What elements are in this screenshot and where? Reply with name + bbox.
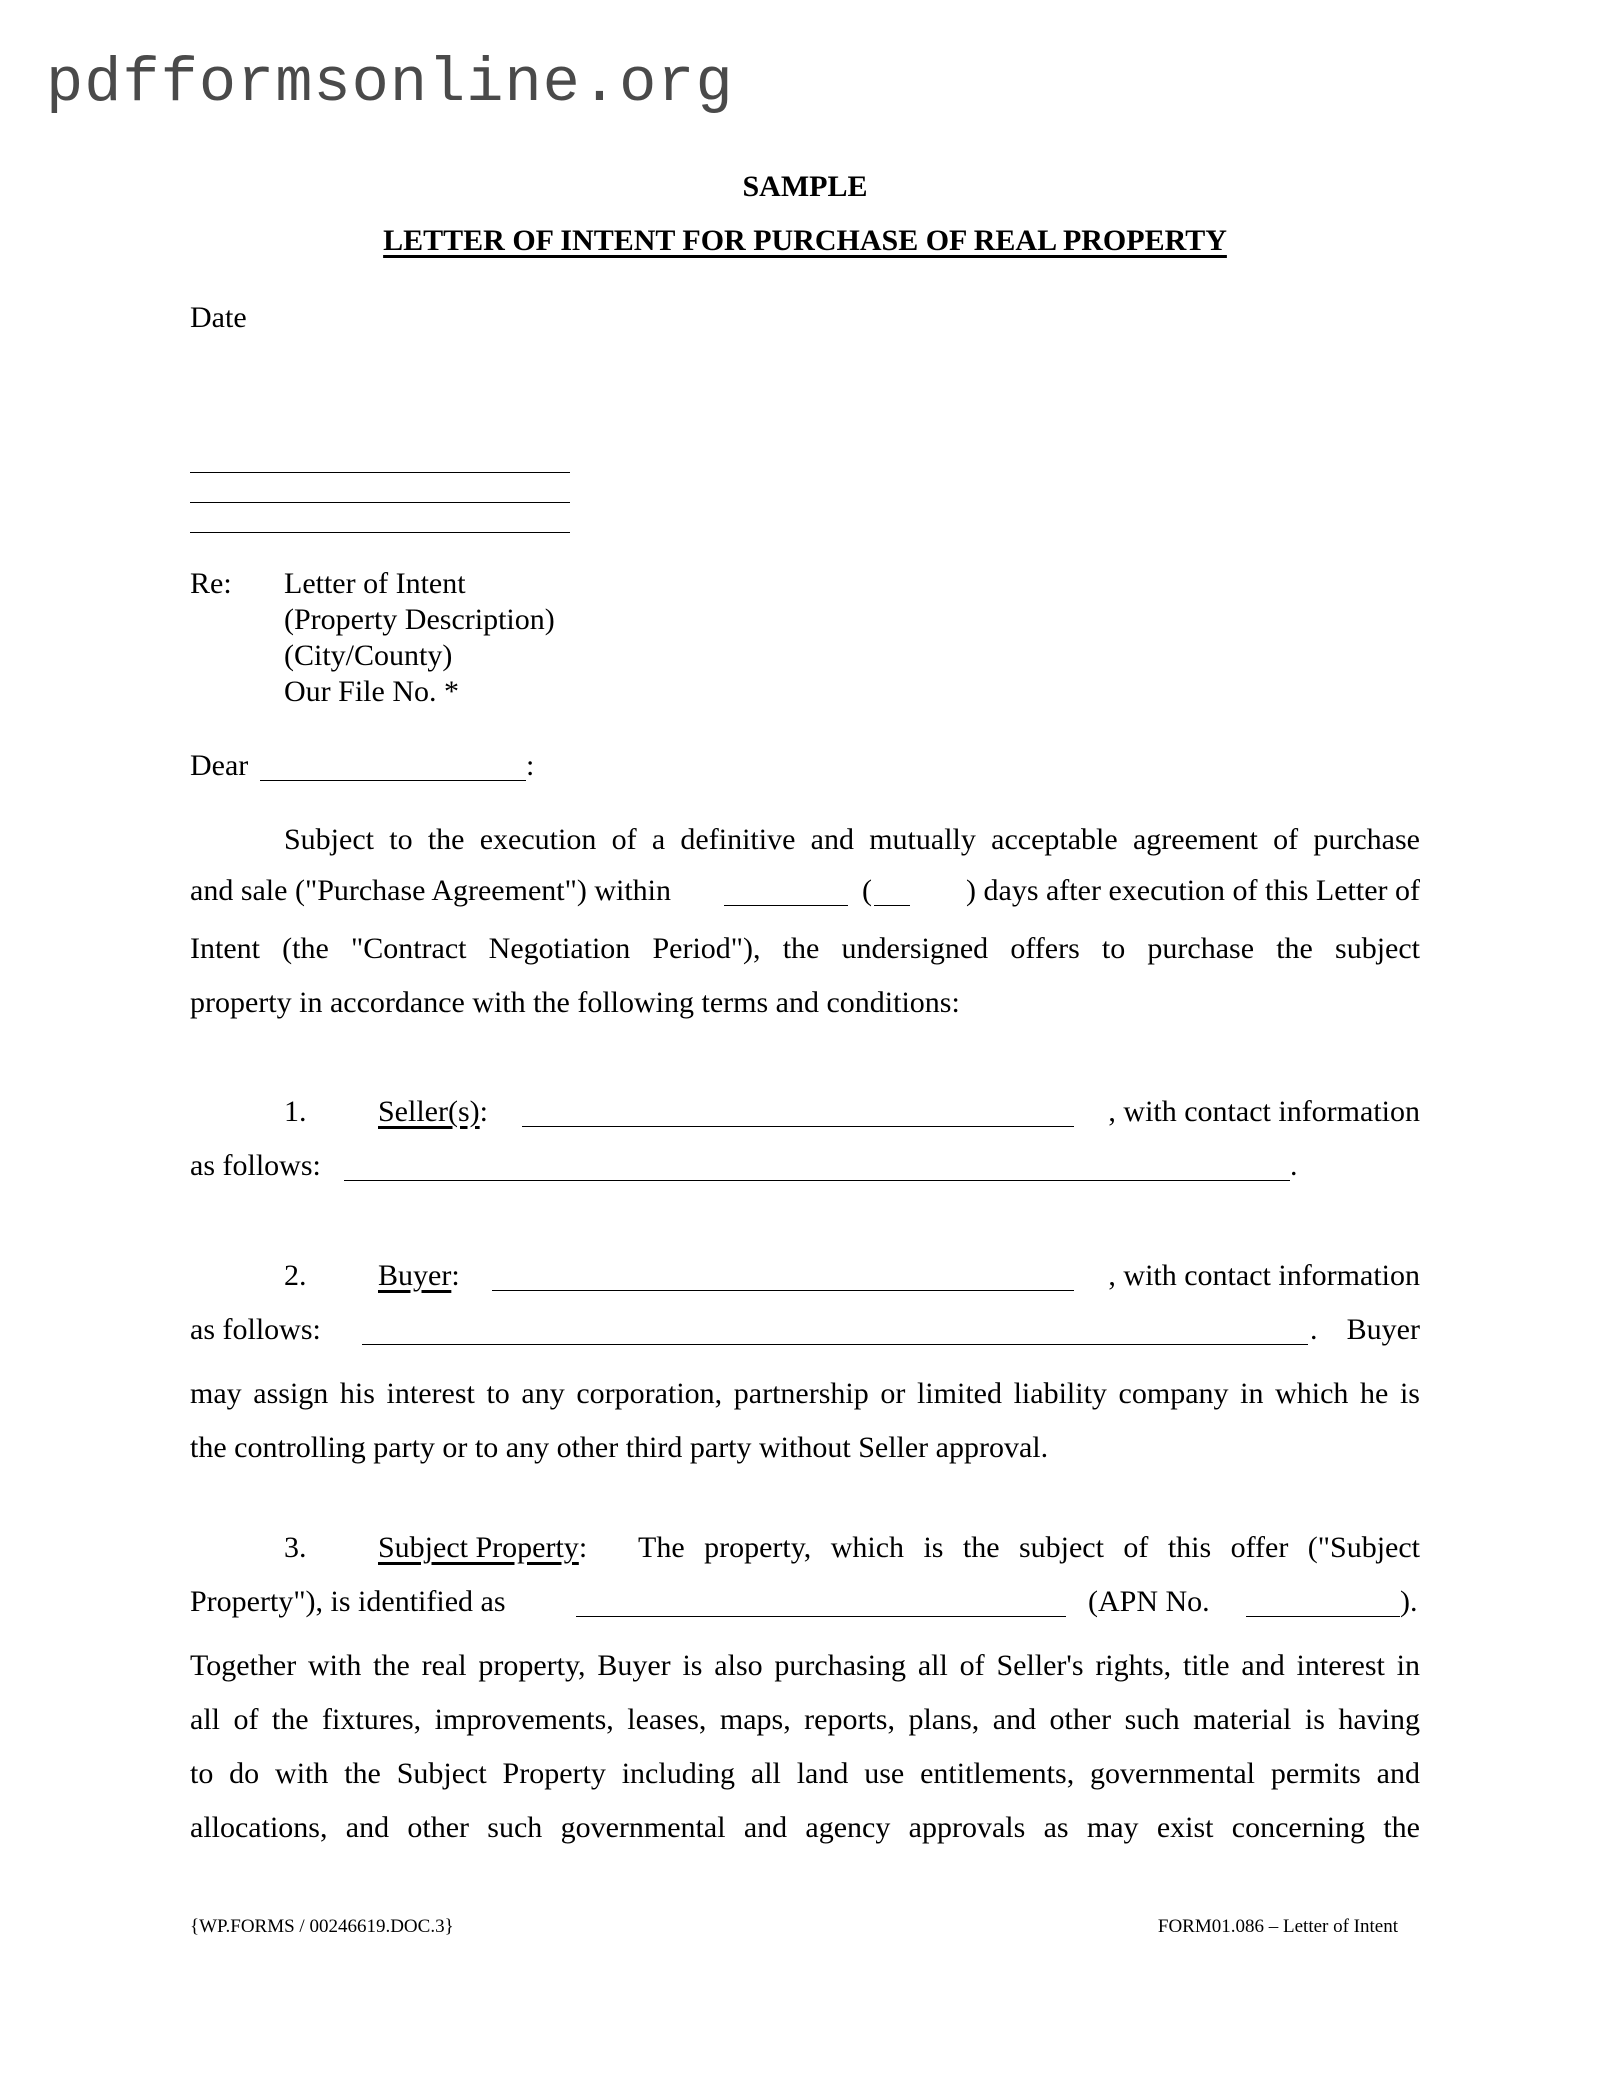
- item3-number: 3.: [284, 1531, 307, 1564]
- item1-number: 1.: [284, 1095, 307, 1128]
- watermark: pdfformsonline.org: [46, 48, 734, 119]
- item3-label-wrap: [378, 1530, 587, 1566]
- property-identity-blank: [576, 1616, 1066, 1617]
- item1-label: Seller(s): [378, 1095, 480, 1128]
- item2-buyer-word: Buyer: [1346, 1313, 1420, 1346]
- intro-line-2a: and sale ("Purchase Agreement") within: [190, 874, 672, 907]
- item2-follows: as follows:: [190, 1313, 321, 1346]
- item1-period: .: [1290, 1149, 1298, 1182]
- item3-line-6: allocations, and other such governmental and agency approvals as may exist concerning the: [190, 1811, 1420, 1844]
- item1-contact: , with contact information: [1108, 1095, 1420, 1128]
- seller-name-blank: [522, 1126, 1074, 1127]
- item3-line-2c: ).: [1400, 1585, 1418, 1618]
- footer-left: {WP.FORMS / 00246619.DOC.3}: [190, 1916, 454, 1937]
- item2-number: 2.: [284, 1259, 307, 1292]
- intro-line-3: Intent (the "Contract Negotiation Period"), the undersigned offers to purchase the subject: [190, 932, 1420, 965]
- apn-number-blank: [1246, 1616, 1400, 1617]
- item3-line-3: Together with the real property, Buyer is also purchasing all of Seller's rights, title and interest in: [190, 1649, 1420, 1682]
- item3-line-2a: Property"), is identified as: [190, 1585, 506, 1618]
- heading-sample: SAMPLE: [742, 170, 868, 203]
- item2-label-wrap: [378, 1258, 460, 1294]
- re-label: Re:: [190, 567, 232, 600]
- salutation-blank: [260, 780, 526, 781]
- item2-period: .: [1310, 1313, 1318, 1346]
- address-line-2: [190, 502, 570, 503]
- item1-follows: as follows:: [190, 1149, 321, 1182]
- re-line-1: Letter of Intent: [284, 567, 466, 600]
- address-line-1: [190, 472, 570, 473]
- item2-label: Buyer: [378, 1259, 452, 1292]
- re-line-2: (Property Description): [284, 603, 555, 636]
- seller-contact-blank: [344, 1180, 1290, 1181]
- intro-line-4: property in accordance with the following terms and conditions:: [190, 986, 960, 1019]
- item1-colon: :: [479, 1095, 488, 1128]
- intro-line-2c: ) days after execution of this Letter of: [966, 874, 1420, 907]
- item2-line-4: the controlling party or to any other third party without Seller approval.: [190, 1431, 1049, 1464]
- item2-contact: , with contact information: [1108, 1259, 1420, 1292]
- intro-line-1: [190, 813, 1420, 867]
- heading-title-text: LETTER OF INTENT FOR PURCHASE OF REAL PROPERTY: [383, 224, 1227, 257]
- item3-line-5: to do with the Subject Property including all land use entitlements, governmental permits and: [190, 1757, 1420, 1790]
- item1-label-wrap: [378, 1094, 488, 1130]
- item2-colon: :: [451, 1259, 460, 1292]
- date-label: Date: [190, 301, 247, 334]
- salutation-dear: Dear: [190, 749, 249, 782]
- re-line-4: Our File No. *: [284, 675, 459, 708]
- item3-line-1-rest: The property, which is the subject of this offer ("Subject: [638, 1531, 1420, 1564]
- intro-line-1-text: Subject to the execution of a definitive and mutually acceptable agreement of purchase: [284, 823, 1420, 856]
- intro-line-2b: (: [862, 874, 872, 907]
- buyer-contact-blank: [362, 1344, 1308, 1345]
- item3-label: Subject Property: [378, 1531, 579, 1564]
- item3-line-4: all of the fixtures, improvements, leases, maps, reports, plans, and other such material is having: [190, 1703, 1420, 1736]
- intro-days-words-blank: [724, 905, 848, 906]
- footer-right: FORM01.086 – Letter of Intent: [1157, 1916, 1398, 1937]
- item3-apn-label: (APN No.: [1088, 1585, 1210, 1618]
- salutation-colon: :: [526, 749, 535, 782]
- buyer-name-blank: [492, 1290, 1074, 1291]
- address-line-3: [190, 532, 570, 533]
- re-line-3: (City/County): [284, 639, 453, 672]
- heading-title: [0, 224, 1610, 258]
- intro-days-number-blank: [874, 905, 910, 906]
- item3-colon: :: [578, 1531, 588, 1564]
- item2-line-3: may assign his interest to any corporation, partnership or limited liability company in which he is: [190, 1377, 1420, 1410]
